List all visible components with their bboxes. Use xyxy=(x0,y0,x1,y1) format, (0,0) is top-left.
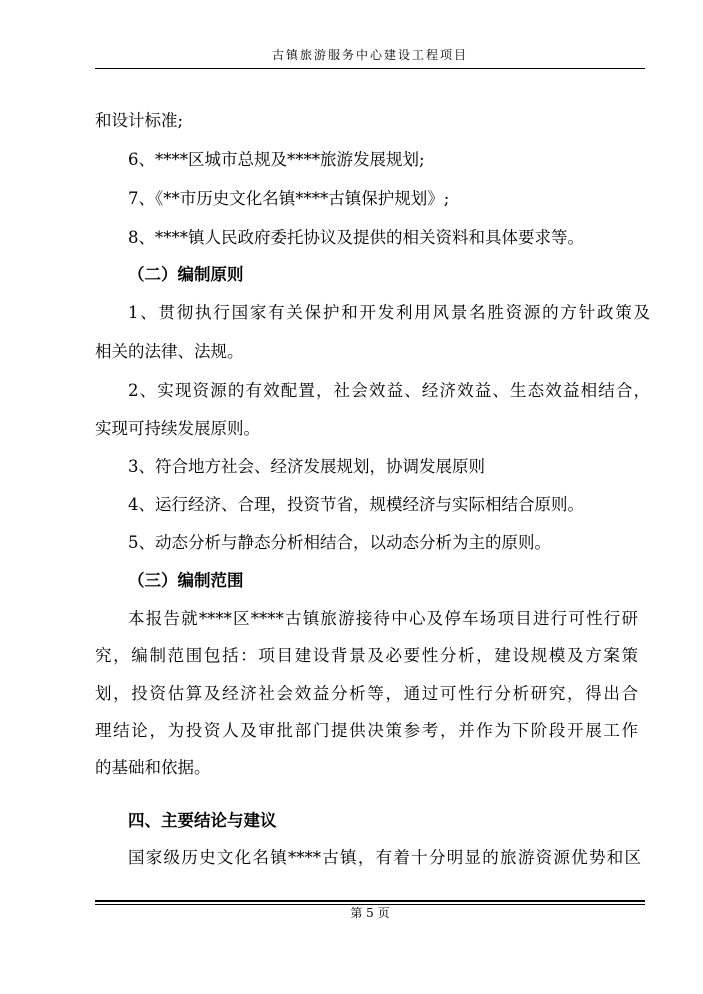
list-item-7: 7、《**市历史文化名镇****古镇保护规划》; xyxy=(128,189,450,208)
principle-1-line-1: 1、贯彻执行国家有关保护和开发利用风景名胜资源的方针政策及 xyxy=(128,303,650,322)
page-number: 第 5 页 xyxy=(350,906,390,920)
principle-1-line-2: 相关的法律、法规。 xyxy=(95,342,244,361)
list-item-6: 6、****区城市总规及****旅游发展规划; xyxy=(128,150,425,169)
section-heading-principles: （二）编制原则 xyxy=(128,265,244,284)
section-heading-scope: （三）编制范围 xyxy=(128,571,244,590)
list-item-8: 8、****镇人民政府委托协议及提供的相关资料和具体要求等。 xyxy=(128,228,584,247)
chapter-heading-conclusions: 四、主要结论与建议 xyxy=(128,811,277,830)
scope-paragraph-line-5: 的基础和依据。 xyxy=(95,758,211,777)
scope-paragraph-line-1: 本报告就****区****古镇旅游接待中心及停车场项目进行可性行研 xyxy=(128,609,638,628)
principle-5: 5、动态分析与静态分析相结合，以动态分析为主的原则。 xyxy=(128,533,551,552)
principle-3: 3、符合地方社会、经济发展规划，协调发展原则 xyxy=(128,457,485,476)
scope-paragraph-line-3: 划，投资估算及经济社会效益分析等，通过可性行分析研究，得出合 xyxy=(95,684,638,703)
scope-paragraph-line-2: 究，编制范围包括：项目建设背景及必要性分析，建设规模及方案策 xyxy=(95,646,638,665)
text-line-design-standards: 和设计标准; xyxy=(95,111,184,130)
page-header-title: 古镇旅游服务中心建设工程项目 xyxy=(271,48,468,62)
footer-divider-thick xyxy=(95,900,645,902)
header-divider xyxy=(95,68,645,69)
conclusion-paragraph-line-1: 国家级历史文化名镇****古镇，有着十分明显的旅游资源优势和区 xyxy=(128,848,641,867)
principle-4: 4、运行经济、合理，投资节省，规模经济与实际相结合原则。 xyxy=(128,495,584,514)
principle-2-line-1: 2、实现资源的有效配置，社会效益、经济效益、生态效益相结合， xyxy=(128,381,650,400)
principle-2-line-2: 实现可持续发展原则。 xyxy=(95,419,260,438)
scope-paragraph-line-4: 理结论，为投资人及审批部门提供决策参考，并作为下阶段开展工作 xyxy=(95,721,638,740)
